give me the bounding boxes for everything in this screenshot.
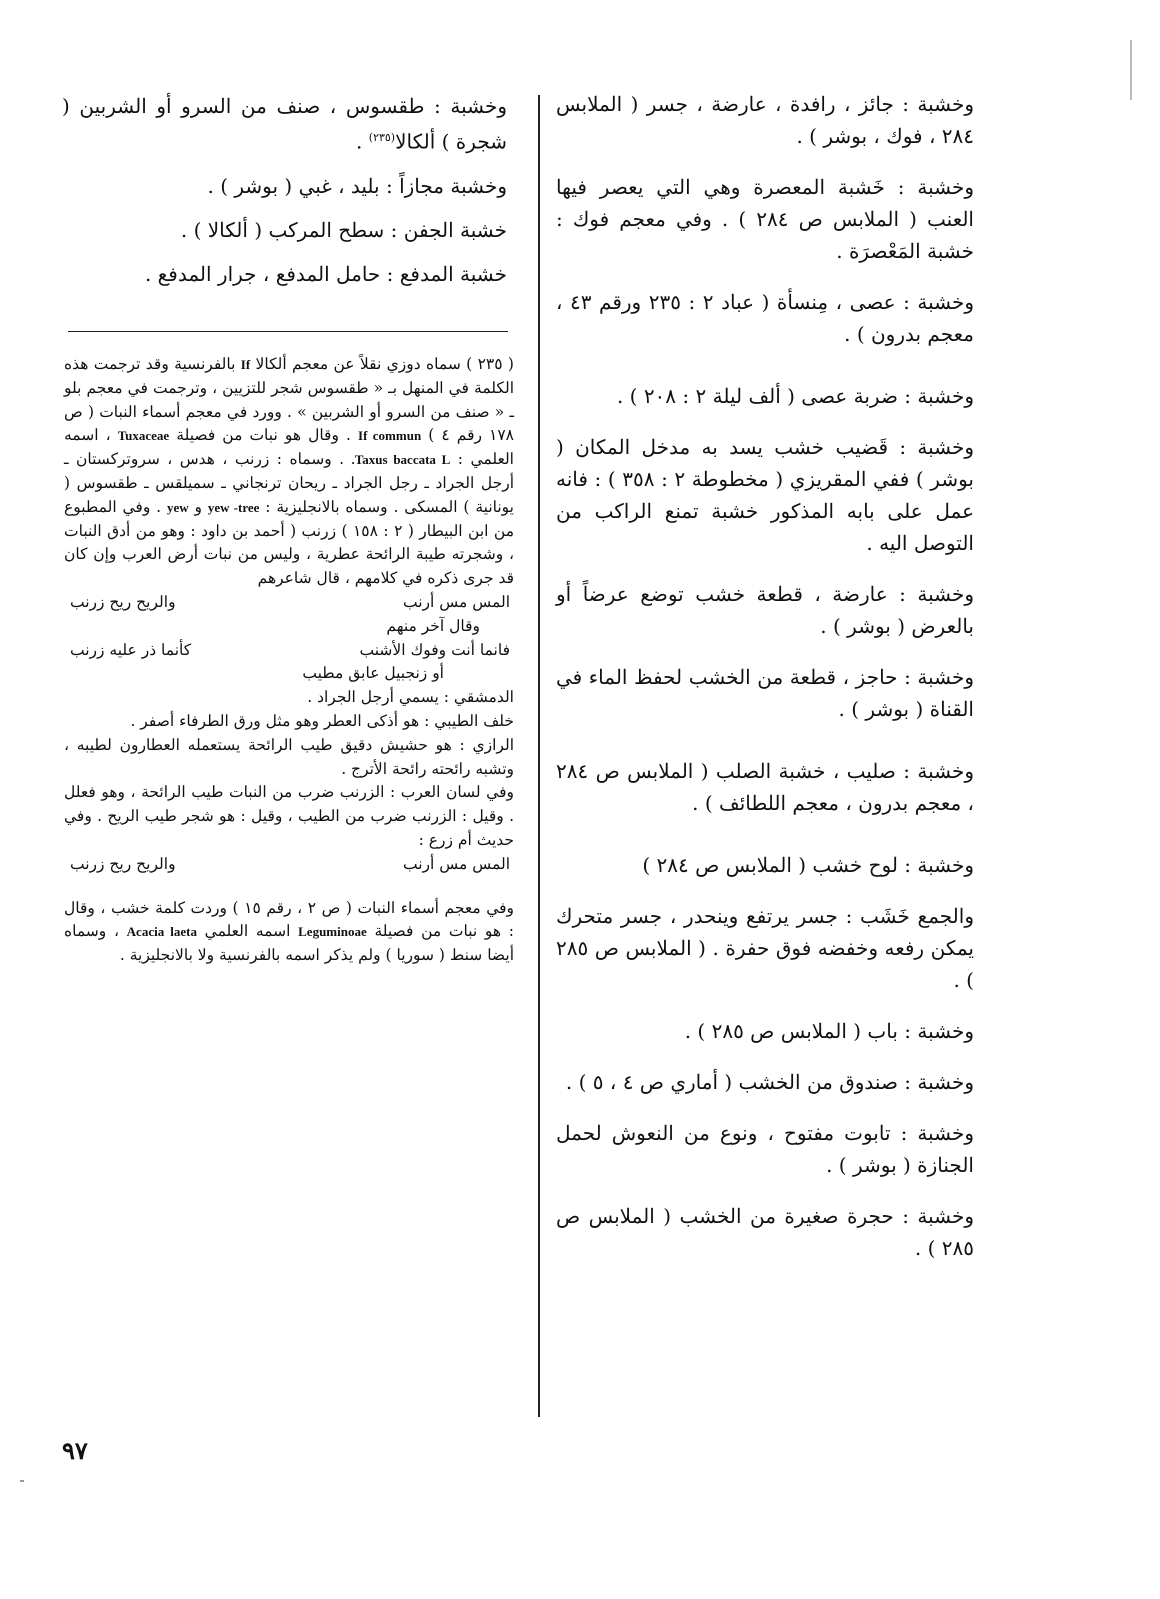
latin-term: Taxus baccata L. [351, 452, 451, 468]
entry-paragraph: وخشبة : قَضيب خشب يسد به مدخل المكان ( بوشر ) ففي المقريزي ( مخطوطة ٢ : ٣٥٨ ) : فانه عمل على بابه المذكور خشبة تمنع الراكب من التوصل اليه . [556, 435, 974, 555]
footnote-line: خلف الطيبي : هو أذكى العطر وهو مثل ورق الطرفاء أصفر . [130, 711, 514, 730]
entry-paragraph: خشبة الجفن : سطح المركب ( ألكالا ) . [180, 217, 507, 242]
verse-line [64, 591, 514, 615]
entry-paragraph: وخشبة : ضربة عصى ( ألف ليلة ٢ : ٢٠٨ ) . [616, 384, 974, 408]
entry-paragraph: وخشبة : باب ( الملابس ص ٢٨٥ ) . [684, 1019, 974, 1043]
verse-hemistich: والريح ريح زرنب [70, 592, 176, 611]
verse-hemistich: المس مس أرنب [403, 854, 510, 873]
latin-term: yew [166, 499, 189, 515]
footnote-paragraph [64, 353, 514, 591]
footnote-text: ( ٢٣٥ ) سماه دوزي نقلاً عن معجم ألكالا [250, 355, 514, 373]
footnote-block [64, 353, 514, 968]
latin-term: If [240, 357, 251, 372]
entry-text: وخشبة : طقسوس ، صنف من السرو أو الشربين ( شجرة ) ألكالا [62, 94, 507, 154]
column-divider [538, 95, 540, 1417]
latin-term: Tuxaceae [117, 428, 170, 444]
entry-paragraph: وخشبة : حجرة صغيرة من الخشب ( الملابس ص ٢٨٥ ) . [556, 1204, 974, 1260]
latin-term: Acacia laeta [126, 924, 197, 940]
entry-paragraph: وخشبة مجازاً : بليد ، غبي ( بوشر ) . [207, 173, 507, 198]
footnote-text: . وقال هو نبات من فصيلة [169, 426, 359, 445]
verse-hemistich: المس مس أرنب [403, 592, 510, 611]
entry-paragraph: وخشبة : لوح خشب ( الملابس ص ٢٨٤ ) [642, 853, 974, 877]
entry-text: . [356, 129, 369, 154]
footnote-text: اسمه العلمي [196, 922, 299, 941]
footnote-text: . وسماه : زرنب ، هدس ، سروتركستان ـ أرجل الجراد ـ رجل الجراد ـ ريحان ترنجاني ـ سميلقس ـ طقسوس ( يونانية ) المسكى . وسماه بالانجليزية : [64, 450, 514, 516]
footnote-ref: (٢٣٥) [368, 131, 396, 144]
footnote-text: بالفرنسية وقد ترجمت هذه الكلمة في المنهل بـ « طقسوس شجر للتزيين ، وترجمت في معجم بلو ـ « صنف من السرو أو الشربين » . وورد في معجم أسماء النبات ( ص ١٧٨ رقم ٤ ) [64, 355, 515, 445]
latin-term: Leguminoae [298, 924, 367, 940]
footnote-line: الدمشقي : يسمي أرجل الجراد . [307, 688, 514, 707]
entry-paragraph: وخشبة : حاجز ، قطعة من الخشب لحفظ الماء في القناة ( بوشر ) . [556, 665, 975, 721]
footnote-separator [68, 331, 508, 332]
entry-paragraph: وخشبة : خَشبة المعصرة وهي التي يعصر فيها العنب ( الملابس ص ٢٨٤ ) . وفي معجم فوك : خشبة المَعْصرَة . [556, 175, 974, 263]
entry-paragraph: وخشبة : عصى ، مِنسأة ( عباد ٢ : ٢٣٥ ورقم ٤٣ ، معجم بدرون ) . [556, 290, 975, 346]
latin-term: yew -tree [207, 499, 260, 515]
verse-hemistich: والريح ريح زرنب [70, 854, 176, 873]
scan-mark [20, 1480, 24, 1482]
footnote-text: وفي معجم أسماء النبات ( ص ٢ ، رقم ١٥ ) وردت كلمة خشب ، وقال : هو نبات من فصيلة [64, 898, 515, 941]
verse-hemistich: كأنما ذر عليه زرنب [70, 640, 192, 659]
footnote-line: الرازي : هو حشيش دقيق طيب الرائحة يستعمله العطارون لطيبه ، وتشبه رائحته رائحة الأترج . [64, 735, 514, 778]
entry-paragraph: وخشبة : صندوق من الخشب ( أماري ص ٤ ، ٥ ) . [565, 1070, 974, 1094]
footnote-line: وفي لسان العرب : الزرنب ضرب من النبات طيب الرائحة ، وهو فعلل . وقيل : الزرنب ضرب من الطيب ، وقيل : هو شجر طيب الريح . وفي حديث أم زرع : [64, 783, 514, 849]
verse-continuation: أو زنجبيل عابق مطيب [302, 664, 444, 683]
verse-hemistich: فانما أنت وفوك الأشنب [359, 640, 510, 659]
scan-mark [1130, 40, 1132, 100]
entry-paragraph: والجمع خَشَب : جسر يرتفع وينحدر ، جسر متحرك يمكن رفعه وخفضه فوق حفرة . ( الملابس ص ٢٨٥ ) . [556, 904, 974, 992]
footnote-paragraph [64, 897, 514, 968]
footnote-text: . وفي المطبوع من ابن البيطار ( ٢ : ١٥٨ ) زرنب ( أحمد بن داود : وهو من أدق النبات ، وشجرته طيبة الرائحة عطرية ، وليس من نبات أرض العرب وإن كان قد جرى ذكره في كلامهم ، قال شاعرهم [64, 497, 514, 588]
footnote-text: و [188, 497, 208, 516]
page-number: ٩٧ [62, 1436, 88, 1465]
verse-line [64, 639, 514, 663]
entry-paragraph [62, 90, 507, 158]
entry-paragraph: خشبة المدفع : حامل المدفع ، جرار المدفع . [144, 261, 507, 286]
latin-term: If commun [358, 428, 422, 444]
footnote-text: ، اسمه العلمي : [64, 426, 514, 469]
entry-paragraph: وخشبة : صليب ، خشبة الصلب ( الملابس ص ٢٨٤ ، معجم بدرون ، معجم اللطائف ) . [556, 759, 974, 815]
right-column [556, 88, 974, 1283]
entry-paragraph: وخشبة : تابوت مفتوح ، ونوع من النعوش لحمل الجنازة ( بوشر ) . [556, 1121, 974, 1177]
left-column-entries [62, 90, 507, 302]
entry-paragraph: وخشبة : عارضة ، قطعة خشب توضع عرضاً أو بالعرض ( بوشر ) . [556, 582, 974, 638]
entry-paragraph: وخشبة : جائز ، رافدة ، عارضة ، جسر ( الملابس ٢٨٤ ، فوك ، بوشر ) . [556, 92, 974, 148]
verse-line [64, 853, 514, 877]
footnote-text: ، وسماه أيضا سنط ( سوريا ) ولم يذكر اسمه بالفرنسية ولا بالانجليزية . [64, 922, 514, 965]
footnote-line: وقال آخر منهم [386, 616, 480, 635]
